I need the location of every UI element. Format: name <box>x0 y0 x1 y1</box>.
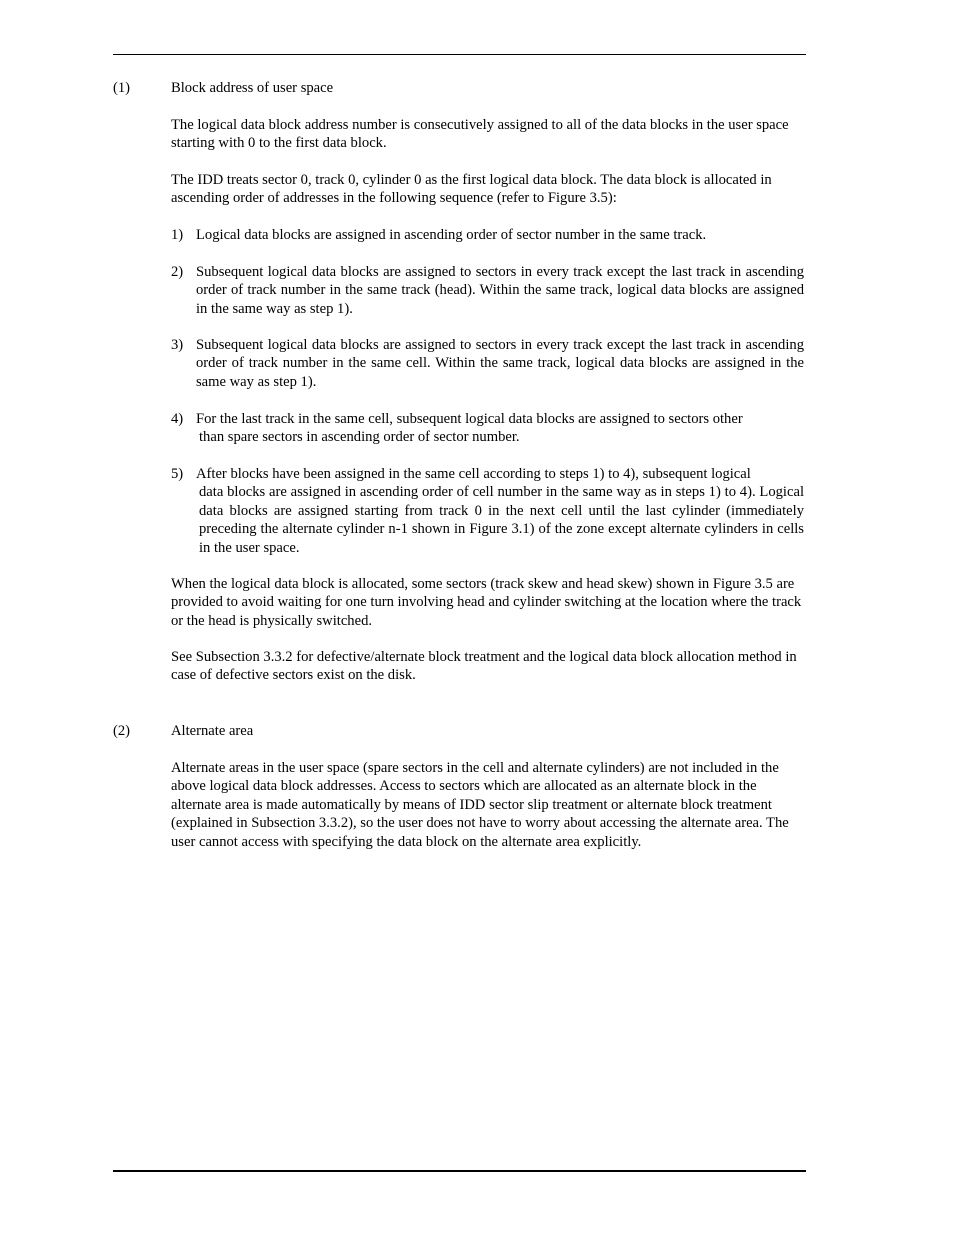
paragraph: See Subsection 3.3.2 for defective/alternate block treatment and the logical data block allocation method in case of defective sectors exist on the disk. <box>171 649 797 684</box>
step-text-first-line: After blocks have been assigned in the same cell according to steps 1) to 4), subsequent logical <box>196 466 751 482</box>
paragraph: The IDD treats sector 0, track 0, cylinder 0 as the first logical data block. The data block is allocated in ascending order of addresses in the following sequence (refer to Figure 3.5): <box>171 172 772 207</box>
paragraph: Alternate areas in the user space (spare sectors in the cell and alternate cylinders) are not included in the above logical data block addresses. Access to sectors which are allocated as an alternate block in the alternate area is made automatically by means of IDD sector slip treatment or alternate block treatment (explained in Subsection 3.3.2), so the user does not have to worry about accessing the alternate area. The user cannot access with specifying the data block on the alternate area explicitly. <box>171 760 789 850</box>
footer-rule <box>113 1170 806 1172</box>
section-title: Alternate area <box>171 723 254 739</box>
step-text: Subsequent logical data blocks are assigned to sectors in every track except the last track in ascending order of track number in the same track (head). Within the same track, logical data blocks are assigned in the same way as step 1). <box>196 264 804 317</box>
step-number: 5) <box>171 466 184 482</box>
section-number: (2) <box>113 723 131 739</box>
section-title: Block address of user space <box>171 80 334 96</box>
header-rule <box>113 54 806 55</box>
step-number: 3) <box>171 337 184 353</box>
step-text <box>196 410 804 447</box>
step-text-first-line: For the last track in the same cell, subsequent logical data blocks are assigned to sectors other <box>196 411 743 427</box>
paragraph: When the logical data block is allocated, some sectors (track skew and head skew) shown in Figure 3.5 are provided to avoid waiting for one turn involving head and cylinder switching at the location where the track or the head is physically switched. <box>171 576 802 629</box>
paragraph: The logical data block address number is consecutively assigned to all of the data blocks in the user space starting with 0 to the first data block. <box>171 117 789 152</box>
step-number: 2) <box>171 264 184 280</box>
step-text: Subsequent logical data blocks are assigned to sectors in every track except the last track in ascending order of track number in the same cell. Within the same track, logical data blocks are assigned in the same way as step 1). <box>196 337 804 390</box>
section-number: (1) <box>113 80 131 96</box>
step-number: 4) <box>171 411 184 427</box>
step-text-continuation: data blocks are assigned in ascending order of cell number in the same way as in steps 1) to 4). Logical data blocks are assigned starting from track 0 in the next cell until the last cylinder (immediately preceding the alternate cylinder n-1 shown in Figure 3.1) of the zone except alternate cylinders in cells in the user space. <box>199 484 804 556</box>
step-text: Logical data blocks are assigned in ascending order of sector number in the same track. <box>196 227 707 243</box>
step-number: 1) <box>171 227 184 243</box>
step-text <box>196 465 804 557</box>
step-text-continuation: than spare sectors in ascending order of sector number. <box>199 429 520 446</box>
